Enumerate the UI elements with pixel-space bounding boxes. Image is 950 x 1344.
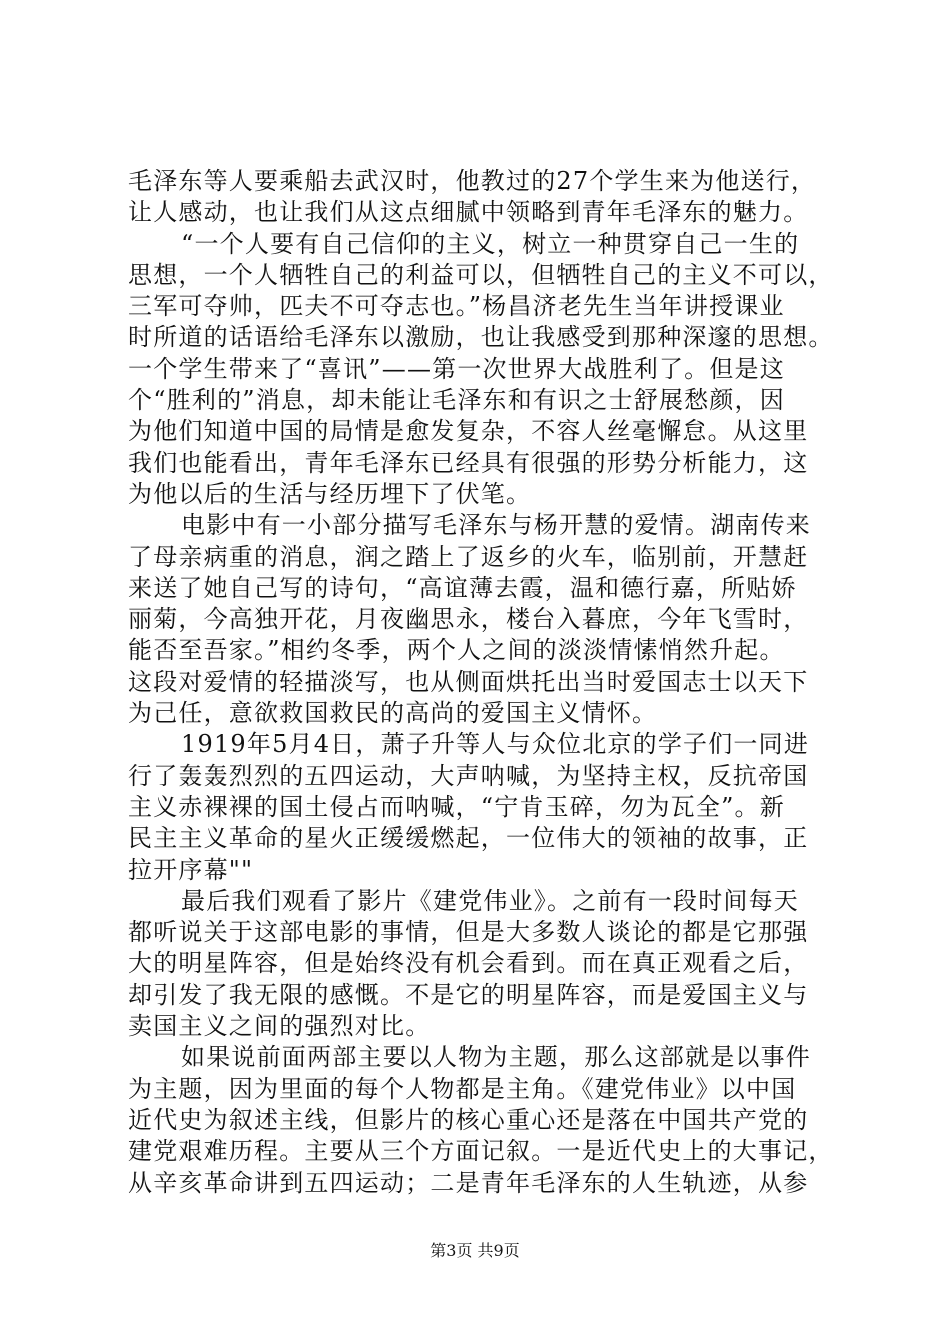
text-line: 我们也能看出，青年毛泽东已经具有很强的形势分析能力，这 [128,448,809,477]
text-line: 为己任，意欲救国救民的高尚的爱国主义情怀。 [128,699,658,728]
text-line: 1919年5月4日，萧子升等人与众位北京的学子们一同进 [181,730,810,759]
text-line: 一个学生带来了“喜讯”——第一次世界大战胜利了。但是这 [128,354,785,383]
text-line: 个“胜利的”消息，却未能让毛泽东和有识之士舒展愁颜，因 [128,386,785,415]
text-line: 能否至吾家。”相约冬季，两个人之间的淡淡情愫悄然升起。 [128,636,785,665]
text-line: 时所道的话语给毛泽东以激励，也让我感受到那种深邃的思想。 [128,323,834,352]
text-line: 思想，一个人牺牲自己的利益可以，但牺牲自己的主义不可以， [128,260,834,289]
text-line: 从辛亥革命讲到五四运动；二是青年毛泽东的人生轨迹，从参 [128,1168,809,1197]
page-footer: 第3页 共9页 [430,1241,520,1260]
text-line: 电影中有一小部分描写毛泽东与杨开慧的爱情。湖南传来 [181,511,811,540]
document-body [128,166,834,1199]
text-line: 近代史为叙述主线，但影片的核心重心还是落在中国共产党的 [128,1105,809,1134]
text-line: 大的明星阵容，但是始终没有机会看到。而在真正观看之后， [128,949,809,978]
text-line: 这段对爱情的轻描淡写，也从侧面烘托出当时爱国志士以天下 [128,667,809,696]
text-line: 主义赤裸裸的国土侵占而呐喊，“宁肯玉碎，勿为瓦全”。新 [128,792,785,821]
text-line: 让人感动，也让我们从这点细腻中领略到青年毛泽东的魅力。 [128,198,809,227]
text-line: 来送了她自己写的诗句，“高谊薄去霞，温和德行嘉，所贴娇 [128,573,797,602]
text-line: 民主主义革命的星火正缓缓燃起，一位伟大的领袖的故事，正 [128,824,809,853]
text-line: 毛泽东等人要乘船去武汉时，他教过的27个学生来为他送行， [128,167,817,195]
text-line: 建党艰难历程。主要从三个方面记叙。一是近代史上的大事记， [128,1137,834,1166]
text-line: 却引发了我无限的感慨。不是它的明星阵容，而是爱国主义与 [128,980,809,1009]
text-line: 最后我们观看了影片《建党伟业》。之前有一段时间每天 [181,886,799,915]
text-line: 拉开序幕"" [128,855,254,884]
text-line: 为他以后的生活与经历埋下了伏笔。 [128,479,532,508]
text-line: 为主题，因为里面的每个人物都是主角。《建党伟业》以中国 [128,1074,797,1103]
text-line: 都听说关于这部电影的事情，但是大多数人谈论的都是它那强 [128,918,809,947]
text-line: 三军可夺帅，匹夫不可夺志也。”杨昌济老先生当年讲授课业 [128,292,785,321]
text-line: “一个人要有自己信仰的主义，树立一种贯穿自己一生的 [181,229,800,258]
text-line: 卖国主义之间的强烈对比。 [128,1012,431,1041]
text-line: 行了轰轰烈烈的五四运动，大声呐喊，为坚持主权，反抗帝国 [128,761,809,790]
text-line: 了母亲病重的消息，润之踏上了返乡的火车，临别前，开慧赶 [128,542,809,571]
text-line: 为他们知道中国的局情是愈发复杂，不容人丝毫懈怠。从这里 [128,417,809,446]
text-line: 如果说前面两部主要以人物为主题，那么这部就是以事件 [181,1043,811,1072]
text-line: 丽菊，今高独开花，月夜幽思永，楼台入暮庶，今年飞雪时， [128,605,809,634]
